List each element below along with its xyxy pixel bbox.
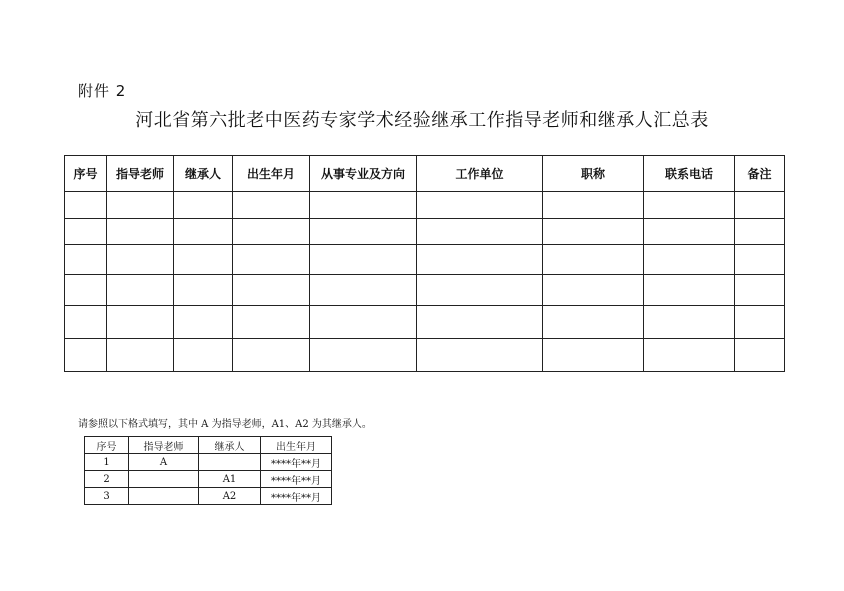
example-table xyxy=(84,436,332,505)
table-cell xyxy=(233,245,310,275)
example-row xyxy=(85,471,332,488)
table-row xyxy=(65,245,785,275)
table-cell xyxy=(543,306,644,339)
table-cell xyxy=(65,306,107,339)
example-cell: ****年**月 xyxy=(261,471,332,488)
table-cell xyxy=(65,339,107,372)
example-cell: 3 xyxy=(85,488,129,505)
table-cell xyxy=(543,275,644,306)
table-cell xyxy=(233,339,310,372)
table-row xyxy=(65,219,785,245)
document-title: 河北省第六批老中医药专家学术经验继承工作指导老师和继承人汇总表 xyxy=(135,110,709,131)
table-cell xyxy=(65,219,107,245)
table-cell xyxy=(543,339,644,372)
table-cell xyxy=(417,275,543,306)
header-cell: 从事专业及方向 xyxy=(310,156,417,192)
example-header-cell: 序号 xyxy=(85,437,129,454)
table-row xyxy=(65,192,785,219)
table-cell xyxy=(735,245,785,275)
header-cell: 联系电话 xyxy=(644,156,735,192)
example-row xyxy=(85,454,332,471)
table-cell xyxy=(233,192,310,219)
table-cell xyxy=(65,275,107,306)
table-cell xyxy=(310,275,417,306)
example-note: 请参照以下格式填写，其中 A 为指导老师，A1、A2 为其继承人。 xyxy=(78,419,372,430)
table-cell xyxy=(174,306,233,339)
table-cell xyxy=(310,219,417,245)
table-cell xyxy=(174,219,233,245)
table-cell xyxy=(644,339,735,372)
table-cell xyxy=(233,275,310,306)
example-header-cell: 继承人 xyxy=(199,437,261,454)
example-cell: A xyxy=(129,454,199,471)
header-cell: 序号 xyxy=(65,156,107,192)
header-cell: 继承人 xyxy=(174,156,233,192)
example-cell: A2 xyxy=(199,488,261,505)
table-cell xyxy=(233,219,310,245)
annex-label: 附件 2 xyxy=(78,82,127,100)
table-cell xyxy=(310,306,417,339)
table-cell xyxy=(417,306,543,339)
table-cell xyxy=(644,306,735,339)
example-cell: ****年**月 xyxy=(261,488,332,505)
table-cell xyxy=(174,245,233,275)
table-cell xyxy=(644,192,735,219)
table-cell xyxy=(735,219,785,245)
example-header-row xyxy=(85,437,332,454)
table-cell xyxy=(233,306,310,339)
table-cell xyxy=(417,245,543,275)
example-row xyxy=(85,488,332,505)
table-cell xyxy=(735,275,785,306)
table-cell xyxy=(417,219,543,245)
table-cell xyxy=(417,339,543,372)
example-cell xyxy=(129,471,199,488)
example-cell xyxy=(199,454,261,471)
table-cell xyxy=(543,192,644,219)
table-cell xyxy=(107,275,174,306)
header-cell: 出生年月 xyxy=(233,156,310,192)
table-cell xyxy=(107,192,174,219)
table-row xyxy=(65,275,785,306)
header-cell: 职称 xyxy=(543,156,644,192)
example-header-cell: 出生年月 xyxy=(261,437,332,454)
table-cell xyxy=(735,306,785,339)
table-cell xyxy=(107,245,174,275)
table-cell xyxy=(310,192,417,219)
table-cell xyxy=(65,245,107,275)
table-cell xyxy=(735,192,785,219)
example-cell: 2 xyxy=(85,471,129,488)
table-cell xyxy=(107,339,174,372)
summary-table xyxy=(64,155,785,372)
table-cell xyxy=(644,219,735,245)
header-cell: 指导老师 xyxy=(107,156,174,192)
table-cell xyxy=(644,275,735,306)
table-row xyxy=(65,306,785,339)
table-cell xyxy=(174,192,233,219)
table-row xyxy=(65,339,785,372)
table-cell xyxy=(310,245,417,275)
table-cell xyxy=(735,339,785,372)
header-cell: 备注 xyxy=(735,156,785,192)
table-cell xyxy=(107,306,174,339)
table-cell xyxy=(174,339,233,372)
example-cell: ****年**月 xyxy=(261,454,332,471)
table-cell xyxy=(310,339,417,372)
header-cell: 工作单位 xyxy=(417,156,543,192)
table-cell xyxy=(543,219,644,245)
table-cell xyxy=(543,245,644,275)
table-cell xyxy=(107,219,174,245)
table-cell xyxy=(417,192,543,219)
example-cell: 1 xyxy=(85,454,129,471)
example-header-cell: 指导老师 xyxy=(129,437,199,454)
example-cell xyxy=(129,488,199,505)
table-cell xyxy=(174,275,233,306)
table-cell xyxy=(644,245,735,275)
table-cell xyxy=(65,192,107,219)
example-cell: A1 xyxy=(199,471,261,488)
table-header-row xyxy=(65,156,785,192)
